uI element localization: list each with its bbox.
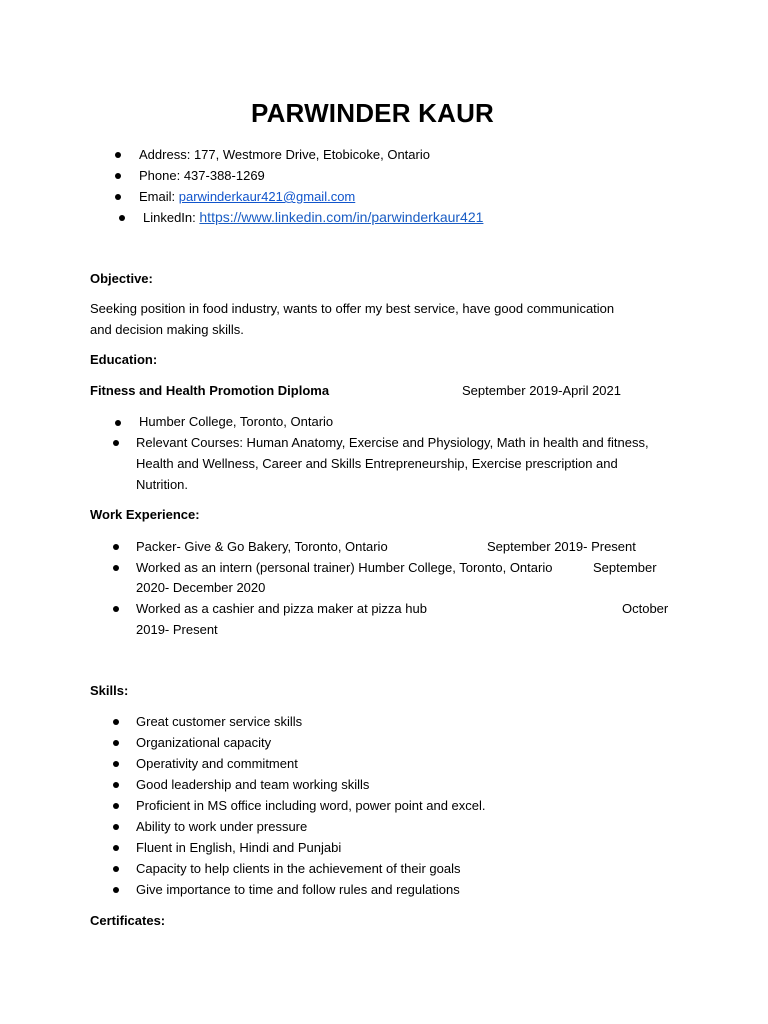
bullet — [113, 544, 119, 550]
education-program: Fitness and Health Promotion Diploma — [90, 383, 330, 398]
bullet — [113, 440, 119, 446]
bullet — [115, 420, 121, 426]
education-college: Humber College, Toronto, Ontario — [139, 414, 334, 429]
bullet — [113, 803, 119, 809]
bullet — [113, 866, 119, 872]
education-courses — [136, 432, 649, 495]
bullet — [115, 173, 121, 179]
skills-heading: Skills: — [90, 683, 129, 698]
work-job3: Worked as a cashier and pizza maker at pizza hub — [136, 601, 427, 616]
bullet — [119, 215, 125, 221]
phone-value: 437-388-1269 — [183, 168, 265, 183]
bullet — [113, 824, 119, 830]
candidate-name: PARWINDER KAUR — [250, 98, 495, 128]
objective-text — [90, 298, 614, 340]
skill-item: Proficient in MS office including word, power point and excel. — [136, 798, 486, 813]
skill-item: Ability to work under pressure — [136, 819, 308, 834]
work-job2-line2: 2020- December 2020 — [136, 580, 266, 595]
objective-heading: Objective: — [90, 271, 153, 286]
bullet — [115, 194, 121, 200]
objective-line: and decision making skills. — [90, 322, 244, 337]
linkedin-label: LinkedIn: — [143, 210, 196, 225]
objective-line: Seeking position in food industry, wants to offer my best service, have good communication — [90, 301, 615, 316]
bullet — [113, 761, 119, 767]
email-label: Email: — [139, 189, 176, 204]
bullet — [113, 782, 119, 788]
work-job2: Worked as an intern (personal trainer) Humber College, Toronto, Ontario — [136, 560, 553, 575]
skill-item: Good leadership and team working skills — [136, 777, 370, 792]
bullet — [113, 719, 119, 725]
contact-address — [139, 147, 430, 163]
education-dates: September 2019-April 2021 — [462, 383, 621, 398]
address-label: Address: — [139, 147, 191, 162]
linkedin-link[interactable]: https://www.linkedin.com/in/parwinderkaur421 — [199, 209, 484, 225]
work-job3-dates: October — [622, 601, 669, 616]
contact-phone — [139, 168, 265, 184]
skill-item: Great customer service skills — [136, 714, 303, 729]
work-heading: Work Experience: — [90, 507, 200, 522]
skill-item: Give importance to time and follow rules and regulations — [136, 882, 460, 897]
contact-email — [139, 189, 355, 205]
bullet — [113, 845, 119, 851]
education-heading: Education: — [90, 352, 158, 367]
bullet — [115, 152, 121, 158]
phone-label: Phone: — [139, 168, 181, 183]
courses-line: Relevant Courses: Human Anatomy, Exercise and Physiology, Math in health and fitness, — [136, 435, 649, 450]
skill-item: Operativity and commitment — [136, 756, 298, 771]
work-job3-line2: 2019- Present — [136, 622, 218, 637]
bullet — [113, 565, 119, 571]
work-job1: Packer- Give & Go Bakery, Toronto, Ontario — [136, 539, 388, 554]
courses-line: Health and Wellness, Career and Skills Entrepreneurship, Exercise prescription and — [136, 456, 618, 471]
bullet — [113, 606, 119, 612]
email-link[interactable]: parwinderkaur421@gmail.com — [178, 189, 356, 204]
certificates-heading: Certificates: — [90, 913, 166, 928]
contact-linkedin — [143, 209, 483, 226]
bullet — [113, 740, 119, 746]
skill-item: Capacity to help clients in the achievement of their goals — [136, 861, 461, 876]
bullet — [113, 887, 119, 893]
skill-item: Organizational capacity — [136, 735, 272, 750]
work-job1-dates: September 2019- Present — [487, 539, 636, 554]
skill-item: Fluent in English, Hindi and Punjabi — [136, 840, 342, 855]
address-value: 177, Westmore Drive, Etobicoke, Ontario — [193, 147, 430, 162]
work-job2-dates: September — [593, 560, 657, 575]
courses-line: Nutrition. — [136, 477, 189, 492]
